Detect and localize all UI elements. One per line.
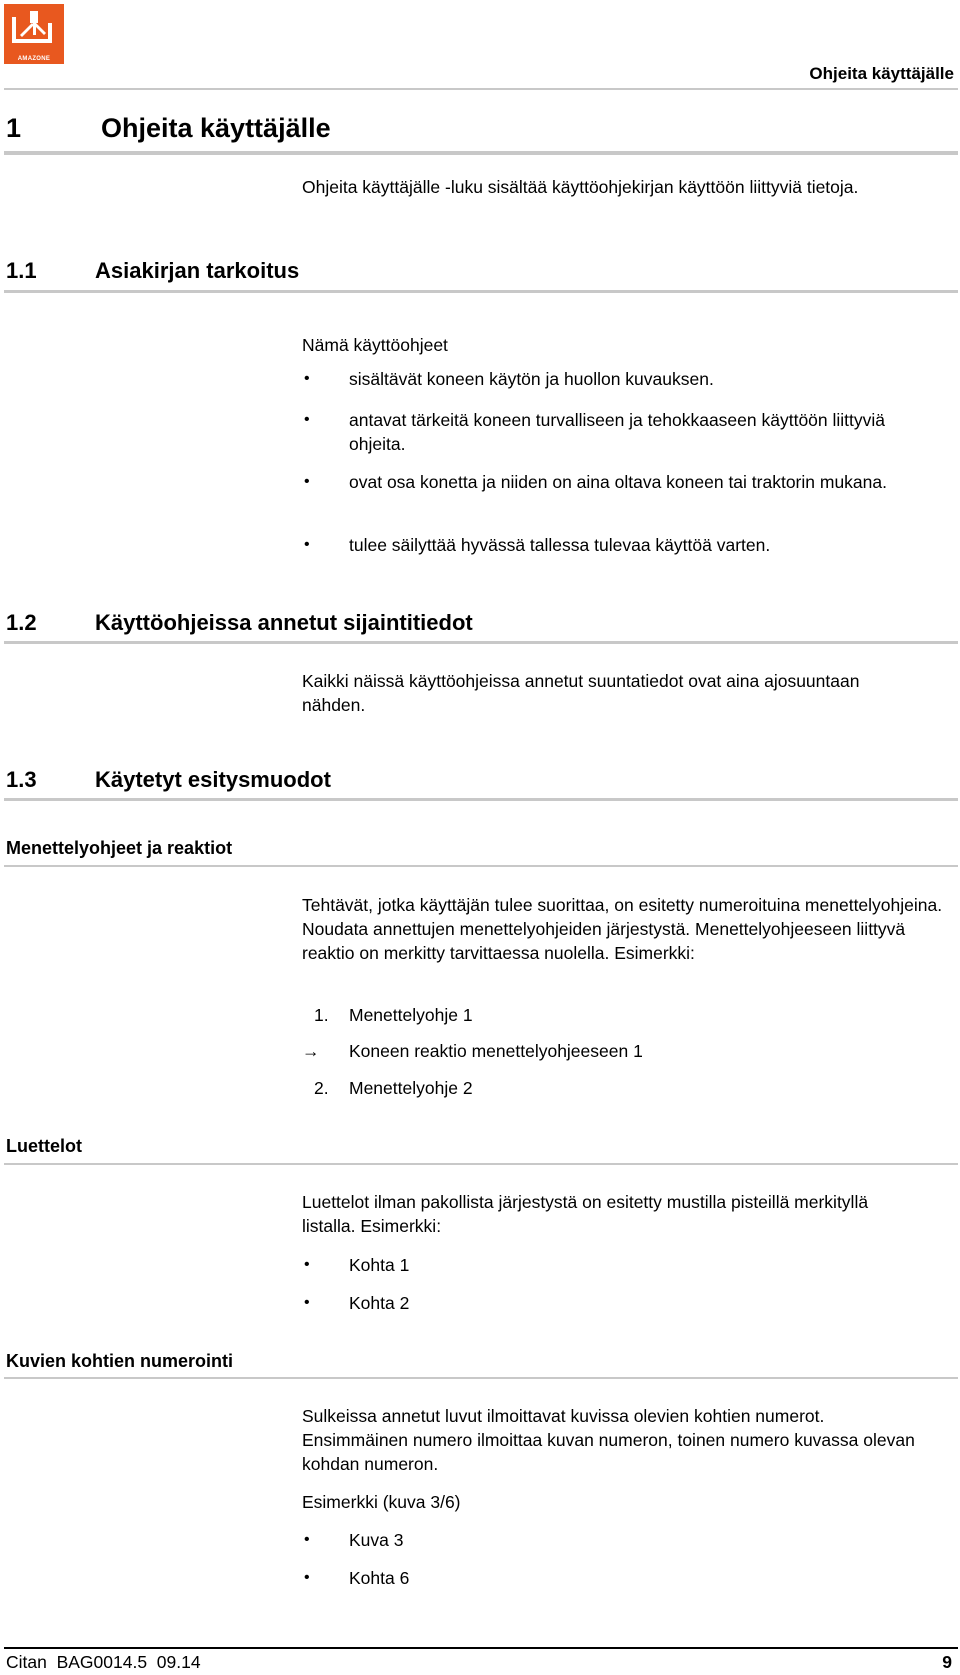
sec12-text: Kaikki näissä käyttöohjeissa annetut suuntatiedot ovat aina ajosuuntaan nähden. <box>302 671 860 715</box>
section-rule <box>4 798 958 801</box>
chapter-intro: Ohjeita käyttäjälle -luku sisältää käyttöohjekirjan käyttöön liittyviä tietoja. <box>302 177 859 197</box>
step-text: Menettelyohje 2 <box>349 1078 473 1098</box>
section-number: 1.3 <box>6 767 37 792</box>
bullet-icon: • <box>304 370 310 387</box>
chapter-title-text: Ohjeita käyttäjälle <box>101 113 331 143</box>
sec11-bullet-2 <box>302 408 952 456</box>
numbering-heading: Kuvien kohtien numerointi <box>6 1351 234 1371</box>
subsection-rule <box>4 865 958 867</box>
arrow-right-icon: → <box>302 1041 320 1061</box>
list-item-text: Kohta 1 <box>349 1255 410 1275</box>
section-number: 1.2 <box>6 610 37 635</box>
sec11-bullet-3 <box>302 470 952 494</box>
section-number: 1.1 <box>6 258 37 283</box>
section-1-3-title <box>6 767 331 793</box>
step-number: 1. <box>314 1005 329 1025</box>
bullet-icon: • <box>304 411 310 428</box>
bullet-icon: • <box>304 536 310 553</box>
list-item-text: antavat tärkeitä koneen turvalliseen ja tehokkaaseen käyttöön liittyviä ohjeita. <box>349 410 886 454</box>
chapter-rule <box>4 151 958 155</box>
bullet-icon: • <box>304 1531 310 1548</box>
step-number: 2. <box>314 1078 329 1098</box>
page-number: 9 <box>942 1652 952 1672</box>
lists-example <box>302 1253 952 1277</box>
logo-text: AMAZONE <box>17 56 51 62</box>
list-item-text: Kohta 6 <box>349 1568 410 1588</box>
chapter-number: 1 <box>6 113 22 143</box>
list-item <box>302 367 952 391</box>
list-item-text: tulee säilyttää hyvässä tallessa tulevaa käyttöä varten. <box>349 535 771 555</box>
procedure-step <box>302 1003 952 1027</box>
section-title-text: Käytetyt esitysmuodot <box>95 767 331 792</box>
chapter-title <box>6 113 331 144</box>
section-rule <box>4 290 958 293</box>
list-item <box>302 533 952 557</box>
bullet-icon: • <box>304 1569 310 1586</box>
list-item-text: Kohta 2 <box>349 1293 410 1313</box>
procedures-text: Tehtävät, jotka käyttäjän tulee suorittaa, on esitetty numeroituina menettelyohjeina. Noudata annettujen menettelyohjeiden järjestystä. Menettelyohjeeseen liittyvä reaktio on merkitty tarvittaessa nuolella. Esimerkki: <box>302 895 943 963</box>
bullet-icon: • <box>304 1294 310 1311</box>
numbering-example-list <box>302 1528 952 1552</box>
header-rule <box>4 88 958 90</box>
list-item-text: sisältävät koneen käytön ja huollon kuvauksen. <box>349 369 714 389</box>
footer-rule <box>4 1647 958 1649</box>
sec11-lead: Nämä käyttöohjeet <box>302 335 448 355</box>
logo-emblem-icon <box>10 9 58 49</box>
bullet-icon: • <box>304 1256 310 1273</box>
numbering-example: Esimerkki (kuva 3/6) <box>302 1492 461 1512</box>
section-title-text: Asiakirjan tarkoitus <box>95 258 300 283</box>
list-item-text: Kuva 3 <box>349 1530 404 1550</box>
amazone-logo <box>4 4 64 64</box>
procedure-reaction <box>302 1039 952 1063</box>
step-text: Koneen reaktio menettelyohjeeseen 1 <box>349 1041 643 1061</box>
subsection-rule <box>4 1377 958 1379</box>
section-1-2-title <box>6 610 473 636</box>
list-item-text: ovat osa konetta ja niiden on aina oltava koneen tai traktorin mukana. <box>349 472 887 492</box>
footer-doc-id: Citan BAG0014.5 09.14 <box>6 1652 201 1672</box>
section-title-text: Käyttöohjeissa annetut sijaintitiedot <box>95 610 473 635</box>
procedure-step <box>302 1076 952 1100</box>
lists-heading: Luettelot <box>6 1136 82 1156</box>
section-1-1-title <box>6 258 299 284</box>
step-text: Menettelyohje 1 <box>349 1005 473 1025</box>
numbering-example-list <box>302 1566 952 1590</box>
numbering-text: Sulkeissa annetut luvut ilmoittavat kuvissa olevien kohtien numerot. Ensimmäinen numero ilmoittaa kuvan numeron, toinen numero kuvassa olevan kohdan numeron. <box>302 1406 915 1474</box>
list-item <box>302 408 952 456</box>
procedures-heading: Menettelyohjeet ja reaktiot <box>6 838 233 858</box>
list-item <box>302 470 952 494</box>
lists-text: Luettelot ilman pakollista järjestystä on esitetty mustilla pisteillä merkityllä listalla. Esimerkki: <box>302 1192 869 1236</box>
sec11-bullets <box>302 367 952 391</box>
sec11-bullet-4 <box>302 533 952 557</box>
subsection-rule <box>4 1163 958 1165</box>
bullet-icon: • <box>304 473 310 490</box>
section-rule <box>4 641 958 644</box>
lists-example <box>302 1291 952 1315</box>
running-header: Ohjeita käyttäjälle <box>809 64 954 83</box>
